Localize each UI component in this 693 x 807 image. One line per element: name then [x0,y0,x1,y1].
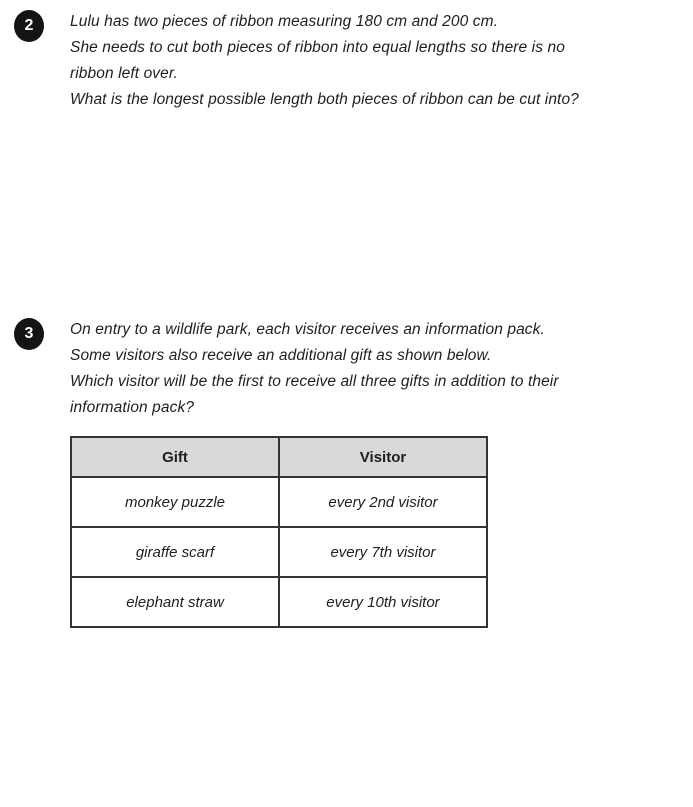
question-2 [0,9,693,113]
gift-cell: giraffe scarf [71,527,279,577]
question-3-number-badge [14,318,44,350]
question-3-number: 3 [24,325,34,342]
question-2-line-1: Lulu has two pieces of ribbon measuring 180 cm and 200 cm. [70,13,498,30]
gift-visitor-table-head [71,437,487,477]
gift-visitor-table [70,436,488,628]
visitor-cell: every 10th visitor [279,577,487,627]
question-3-body [70,317,693,628]
visitor-column-header: Visitor [279,437,487,477]
visitor-cell: every 7th visitor [279,527,487,577]
question-2-line-2: She needs to cut both pieces of ribbon into equal lengths so there is no [70,39,565,56]
table-row [71,577,487,627]
table-header-row [71,437,487,477]
gift-cell: elephant straw [71,577,279,627]
question-3 [0,317,693,628]
question-3-line-3: Which visitor will be the first to receive all three gifts in addition to their [70,373,559,390]
question-2-body [70,9,693,113]
gift-column-header: Gift [71,437,279,477]
question-3-line-2: Some visitors also receive an additional gift as shown below. [70,347,492,364]
gift-visitor-table-body [71,477,487,627]
table-row [71,477,487,527]
question-3-line-1: On entry to a wildlife park, each visitor receives an information pack. [70,321,545,338]
question-2-number-badge [14,10,44,42]
question-2-line-3: ribbon left over. [70,65,178,82]
question-3-line-4: information pack? [70,399,195,416]
visitor-cell: every 2nd visitor [279,477,487,527]
gift-cell: monkey puzzle [71,477,279,527]
question-2-line-4: What is the longest possible length both pieces of ribbon can be cut into? [70,91,579,108]
question-2-number: 2 [24,17,34,34]
table-row [71,527,487,577]
